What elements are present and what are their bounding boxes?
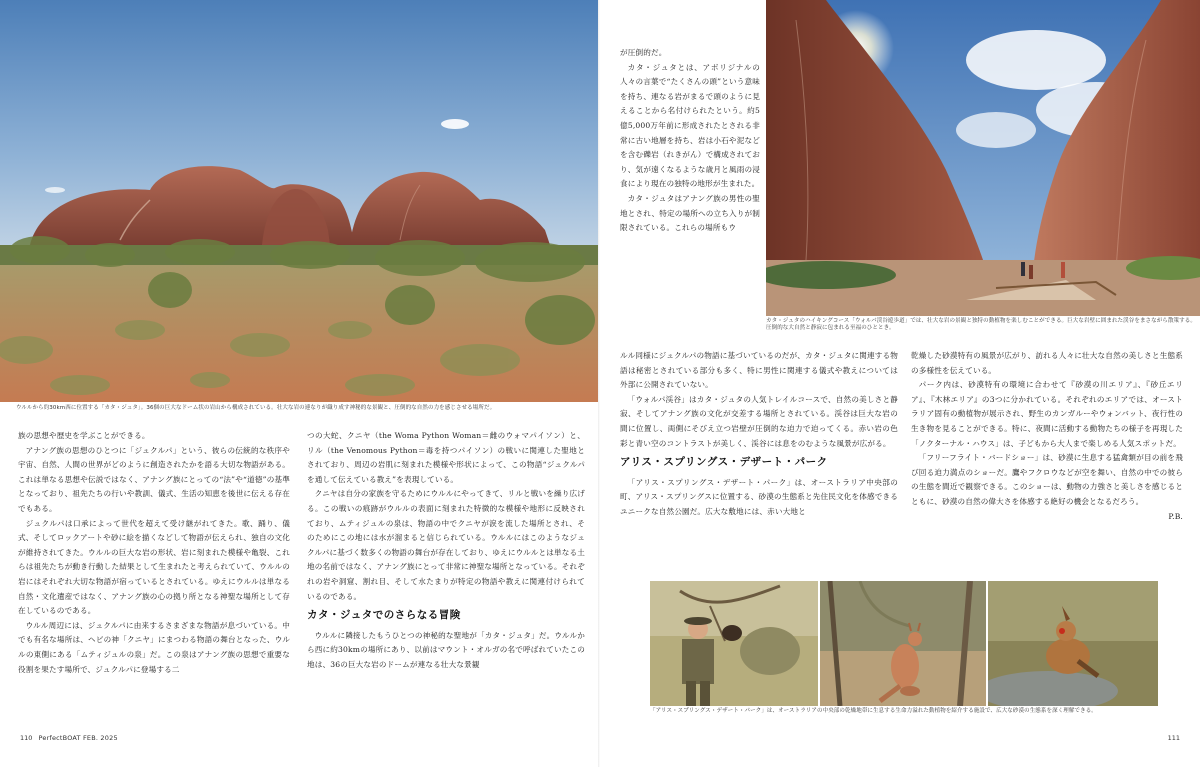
kangaroo-photo xyxy=(820,581,986,706)
paragraph: つの大蛇、クニヤ（the Woma Python Woman＝雌のウォマパイソン）と、リル（the Venomous Python＝毒を持つパイソン）の戦いに関連した聖地とされており、周辺の岩肌に刻まれた模様や形状によって、この物語“ジュクルパを通して伝えている教え”を表現している。 xyxy=(307,431,585,484)
kata-tjuta-landscape-photo xyxy=(0,0,600,402)
right-page xyxy=(600,0,1200,767)
right-column-2 xyxy=(911,349,1183,524)
paragraph: ウルルに隣接したもうひとつの神秘的な聖地が「カタ・ジュタ」だ。ウルルから西に約30kmの場所にあり、以前はマウント・オルガの名で呼ばれていたこの地は、36の巨大な岩のドームが連なる壮大な景観 xyxy=(307,630,585,669)
paragraph: パーク内は、砂漠特有の環境に合わせて『砂漠の川エリア』、『砂丘エリア』、『木林エリア』の3つに分かれている。それぞれのエリアでは、オーストラリア固有の動植物が展示され、野生のカンガルーやウォンバット、夜行性の生き物を見ることができる。特に、夜間に活動する動物たちの様子を再現した「ノクターナル・ハウス」は、子どもから大人まで楽しめる人気スポットだ。 xyxy=(911,380,1183,448)
paragraph: 「ウォルパ渓谷」はカタ・ジュタの人気トレイルコースで、自然の美しさと静寂、そしてアナング族の文化が交差する場所とされている。渓谷は巨大な岩の間に位置し、両側にそびえ立つ岩壁が圧倒的な迫力で迫ってくる。赤い岩の色彩と青い空のコントラストが美しく、渓谷には息をのむような風景が広がる。 xyxy=(620,394,898,448)
paragraph: カタ・ジュタとは、アボリジナルの人々の言葉で“たくさんの頭”という意味を持ち、連なる岩がまるで頭のように見えることから名付けられたという。約5億5,000万年前に形成されたとされる非常に古い地層を持ち、岩は小石や泥などを含む礫岩（れきがん）で構成されており、気が遠くなるような歳月と風雨の浸食により現在の独特の地形が生まれた。 xyxy=(620,62,760,189)
section-heading: アリス・スプリングス・デザート・パーク xyxy=(620,456,828,469)
magazine-name: PerfectBOAT FEB. 2025 xyxy=(38,734,118,742)
paragraph: カタ・ジュタはアナング族の男性の聖地とされ、特定の場所への立ち入りが制限されている。これらの場所もウ xyxy=(620,193,760,233)
paragraph: 乾燥した砂漠特有の風景が広がり、訪れる人々に壮大な自然の美しさと生態系の多様性を伝えている。 xyxy=(911,351,1183,375)
left-photo-caption: ウルルから約30km西に位置する「カタ・ジュタ」。36個の巨大なドーム状の岩山から構成されている。壮大な岩の連なりが織り成す神秘的な景観と、圧倒的な自然の力を感じさせる場所だ。 xyxy=(16,405,496,411)
left-column-2 xyxy=(307,429,585,673)
paragraph: 族の思想や歴史を学ぶことができる。 xyxy=(18,431,150,440)
walpa-gorge-photo xyxy=(766,0,1200,316)
right-column-1 xyxy=(620,349,898,520)
page-number: 110 xyxy=(20,734,33,742)
spinifex-pigeon-photo xyxy=(988,581,1158,706)
author-signature: P.B. xyxy=(1168,511,1183,521)
section-heading: カタ・ジュタでのさらなる冒険 xyxy=(307,609,461,622)
page-number: 111 xyxy=(1167,734,1180,742)
paragraph: 「フリーフライト・バードショー」は、砂漠に生息する猛禽類が目の前を飛び回る迫力満点のショーだ。鷹やフクロウなどが空を舞い、自然の中での彼らの生態を間近で観察できる。このショーは、動物の力強さと美しさを感じるとともに、砂漠の自然の偉大さを体感する絶好の機会となるだろう。 xyxy=(911,453,1183,506)
paragraph: アナング族の思想のひとつに「ジュクルパ」という、彼らの伝統的な秩序や宇宙、自然、人間の世界がどのように創造されたかを語る大切な物語がある。これは単なる思想や伝説ではなく、アナング族にとっての“法”や“道徳”の基準となっており、祖先たちの行いや教訓、儀式、生活の知恵を後世に伝える存在でもある。 xyxy=(18,445,290,513)
left-column-1 xyxy=(18,429,290,677)
bottom-photo-caption: 「アリス・スプリングス・デザート・パーク」は、オーストラリアの中央部の乾燥地帯に生息する生命力溢れた動植物を紹介する施設で、広大な砂漠の生態系を深く理解できる。 xyxy=(650,708,1097,714)
paragraph: ルル同様にジュクルパの物語に基づいているのだが、カタ・ジュタに関連する物語は秘密とされている部分も多く、特に男性に関連する儀式や教えについては外部に公開されていない。 xyxy=(620,351,898,390)
paragraph: 「アリス・スプリングス・デザート・パーク」は、オーストラリア中央部の町、アリス・スプリングスに位置する、砂漠の生態系と先住民文化を体感できるユニークな自然公園だ。広大な敷地には、赤い大地と xyxy=(620,477,898,516)
right-narrow-column xyxy=(620,46,760,236)
paragraph: ジュクルパは口承によって世代を超えて受け継がれてきた。歌、踊り、儀式、そしてロックアートや砂に絵を描くなどして物語が伝えられ、独自の文化が維持されてきた。ウルルの巨大な岩の形状、岩に刻まれた模様や亀裂、これらは祖先たちが動き行動した結果として生まれたと考えられていて、ウルルの岩にはそれぞれ大切な物語が宿っているとされている。ゆえにウルルは単なる自然・文化遺産ではなく、アナング族の心の拠り所となる神聖な場所として存在しているのである。 xyxy=(18,518,290,616)
paragraph: が圧倒的だ。 xyxy=(620,48,667,57)
ranger-bird-photo xyxy=(650,581,818,706)
right-photo-caption: カタ・ジュタのハイキングコース「ウォルパ渓谷遊歩道」では、壮大な岩の景観と独特の動植物を楽しむことができる。巨大な岩壁に囲まれた渓谷をまさながら散策する。圧倒的な大自然と静寂に包まれる至福のひととき。 xyxy=(766,318,1196,331)
right-folio xyxy=(1168,734,1180,742)
paragraph: クニヤは自分の家族を守るためにウルルにやってきて、リルと戦いを繰り広げる。この戦いの痕跡がウルルの表面に刻まれた特徴的な模様や地形に反映されており、ムティジュルの泉は、物語の中でクニヤが涙を流した場所とされ、そのためにこの地には水が溜まると信じられている。ウルルにはこのようなジュクルパに基づく数多くの物語の舞台が存在しており、ゆえにウルルとは単なる土地の名前ではなく、アナング族にとって非常に神聖な場所となっている。それぞれの岩や洞窟、割れ目、そして水たまりが特定の物語や教えに関連付けられているのである。 xyxy=(307,489,585,601)
left-folio xyxy=(20,734,118,742)
paragraph: ウルル周辺には、ジュクルパに由来するさまざまな物語が息づいている。中でも有名な場所は、ヘビの神「クニヤ」にまつわる物語の舞台となった、ウルルの東側にある「ムティジュルの泉」だ。この泉はアナング族の思想で重要な役割を果たす場所で、ジュクルパに登場する二 xyxy=(18,620,290,674)
